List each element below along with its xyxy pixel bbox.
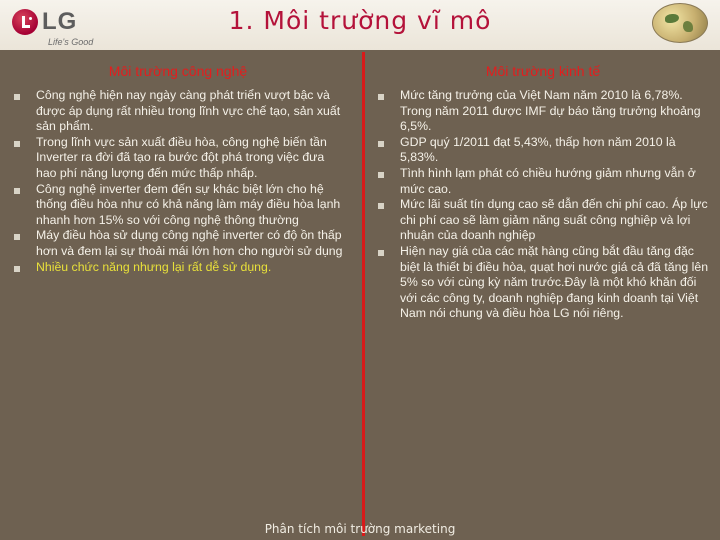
bullet-text: Máy điều hòa sử dụng công nghệ inverter có độ ồn thấp hơn và đem lại sự thoải mái lớn hơn cho người sử dụng [36, 228, 343, 258]
list-item [376, 244, 710, 322]
globe-land-shape [683, 21, 693, 32]
list-item [12, 135, 344, 182]
slide-header [0, 0, 720, 50]
list-item [376, 166, 710, 197]
logo-slogan: Life's Good [48, 37, 94, 47]
list-item [12, 260, 344, 276]
list-item [376, 197, 710, 244]
list-item [12, 182, 344, 229]
bullet-text: Trong lĩnh vực sản xuất điều hòa, công nghệ biến tần Inverter ra đời đã tạo ra bước đột phá trong việc đưa hao phí năng lượng đến mức thấp nhấp. [36, 134, 327, 180]
bullet-text: Mức lãi suất tín dụng cao sẽ dẫn đến chi phí cao. Áp lực chi phí cao sẽ làm giảm năng suất công nghiệp và lợi nhuận của doanh nghiệp [400, 197, 708, 243]
technology-column [12, 88, 344, 275]
slide-footer: Phân tích môi trường marketing [264, 522, 456, 536]
list-item [376, 88, 710, 135]
slide-title: 1. Môi trường vĩ mô [228, 6, 492, 35]
bullet-text: Mức tăng trưởng của Việt Nam năm 2010 là 6,78%. Trong năm 2011 được IMF dự báo tăng trưởng khoảng 6,5%. [400, 88, 701, 134]
bullet-text: Tình hình lạm phát có chiều hướng giảm nhưng vẫn ở mức cao. [400, 165, 696, 196]
globe-land-shape [665, 14, 679, 23]
economy-column [376, 88, 710, 322]
left-column-heading: Môi trường công nghệ [108, 63, 248, 79]
column-divider [362, 52, 365, 536]
logo-text: LG [42, 8, 78, 35]
technology-bullet-list [12, 88, 344, 275]
right-column-heading: Môi trường kinh tế [485, 63, 601, 79]
list-item [12, 228, 344, 259]
bullet-text: Hiện nay giá của các mặt hàng cũng bắt đầu tăng đặc biệt là thiết bị điều hòa, quạt hơi nước giá cả đã tăng lên 5% so với cùng kỳ năm trước.Đây là một khó khăn đối với các công ty, doanh nghiệp đang kinh doanh tại Việt Nam nói chung và điều hòa LG nói riêng. [400, 243, 709, 321]
bullet-text: Công nghệ hiện nay ngày càng phát triển vượt bậc và được áp dụng rất nhiều trong lĩnh vực chế tạo, sản xuất sản phẩm. [36, 88, 341, 134]
list-item [12, 88, 344, 135]
list-item [376, 135, 710, 166]
globe-icon [652, 3, 708, 43]
bullet-text-highlight: Nhiều chức năng nhưng lại rất dễ sử dụng. [36, 259, 272, 274]
economy-bullet-list [376, 88, 710, 322]
bullet-text: GDP quý 1/2011 đạt 5,43%, thấp hơn năm 2010 là 5,83%. [400, 134, 676, 165]
bullet-text: Công nghệ inverter đem đến sự khác biệt lớn cho hệ thống điều hòa như có khả năng làm máy điều hòa lạnh nhanh hơn 15% so với công nghệ thông thường [36, 181, 341, 227]
